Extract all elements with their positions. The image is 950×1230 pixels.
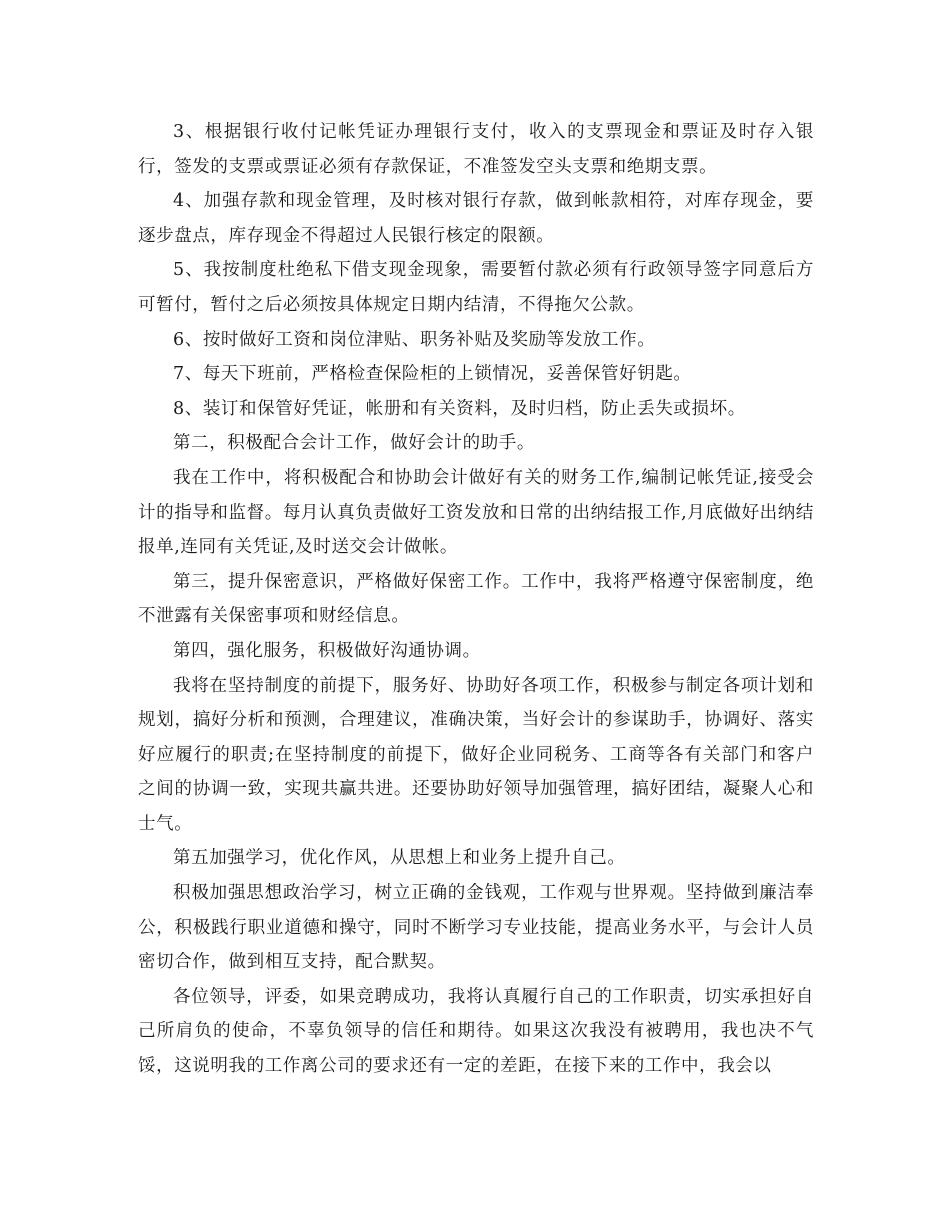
section-confidentiality: 第三，提升保密意识，严格做好保密工作。工作中，我将严格遵守保密制度，绝不泄露有关保密事项和财经信息。 <box>138 571 814 627</box>
section-heading-fifth: 第五加强学习，优化作风，从思想上和业务上提升自己。 <box>173 848 626 869</box>
paragraph-closing: 各位领导，评委，如果竞聘成功，我将认真履行自己的工作职责，切实承担好自己所肩负的使命，不辜负领导的信任和期待。如果这次我没有被聘用，我也决不气馁，这说明我的工作离公司的要求还有一定的差距，在接下来的工作中，我会以 <box>138 986 814 1077</box>
paragraph-item-3: 3、根据银行收付记帐凭证办理银行支付，收入的支票现金和票证及时存入银行，签发的支票或票证必须有存款保证，不准签发空头支票和绝期支票。 <box>138 122 814 177</box>
document-body <box>138 115 814 1084</box>
paragraph-item-7: 7、每天下班前，严格检查保险柜的上锁情况，妥善保管好钥匙。 <box>173 364 692 385</box>
paragraph-assist-accounting: 我在工作中，将积极配合和协助会计做好有关的财务工作,编制记帐凭证,接受会计的指导和监督。每月认真负责做好工资发放和日常的出纳结报工作,月底做好出纳结报单,连同有关凭证,及时送交会计做帐。 <box>138 467 814 558</box>
section-heading-fourth: 第四，强化服务，积极做好沟通协调。 <box>173 640 481 661</box>
section-heading-second: 第二，积极配合会计工作，做好会计的助手。 <box>173 433 535 454</box>
paragraph-item-5: 5、我按制度杜绝私下借支现金现象，需要暂付款必须有行政领导签字同意后方可暂付，暂付之后必须按具体规定日期内结清，不得拖欠公款。 <box>138 260 814 315</box>
paragraph-study: 积极加强思想政治学习，树立正确的金钱观，工作观与世界观。坚持做到廉洁奉公，积极践行职业道德和操守，同时不断学习专业技能，提高业务水平，与会计人员密切合作，做到相互支持，配合默契。 <box>138 883 814 973</box>
paragraph-item-8: 8、装订和保管好凭证，帐册和有关资料，及时归档，防止丢失或损坏。 <box>173 398 746 419</box>
paragraph-coordination: 我将在坚持制度的前提下，服务好、协助好各项工作，积极参与制定各项计划和规划，搞好分析和预测，合理建议，准确决策，当好会计的参谋助手，协调好、落实好应履行的职责;在坚持制度的前提下，做好企业同税务、工商等各有关部门和客户之间的协调一致，实现共赢共进。还要协助好领导加强管理，搞好团结，凝聚人心和士气。 <box>138 675 814 834</box>
paragraph-item-6: 6、按时做好工资和岗位津贴、职务补贴及奖励等发放工作。 <box>173 329 656 350</box>
paragraph-item-4: 4、加强存款和现金管理，及时核对银行存款，做到帐款相符，对库存现金，要逐步盘点，库存现金不得超过人民银行核定的限额。 <box>138 191 814 246</box>
